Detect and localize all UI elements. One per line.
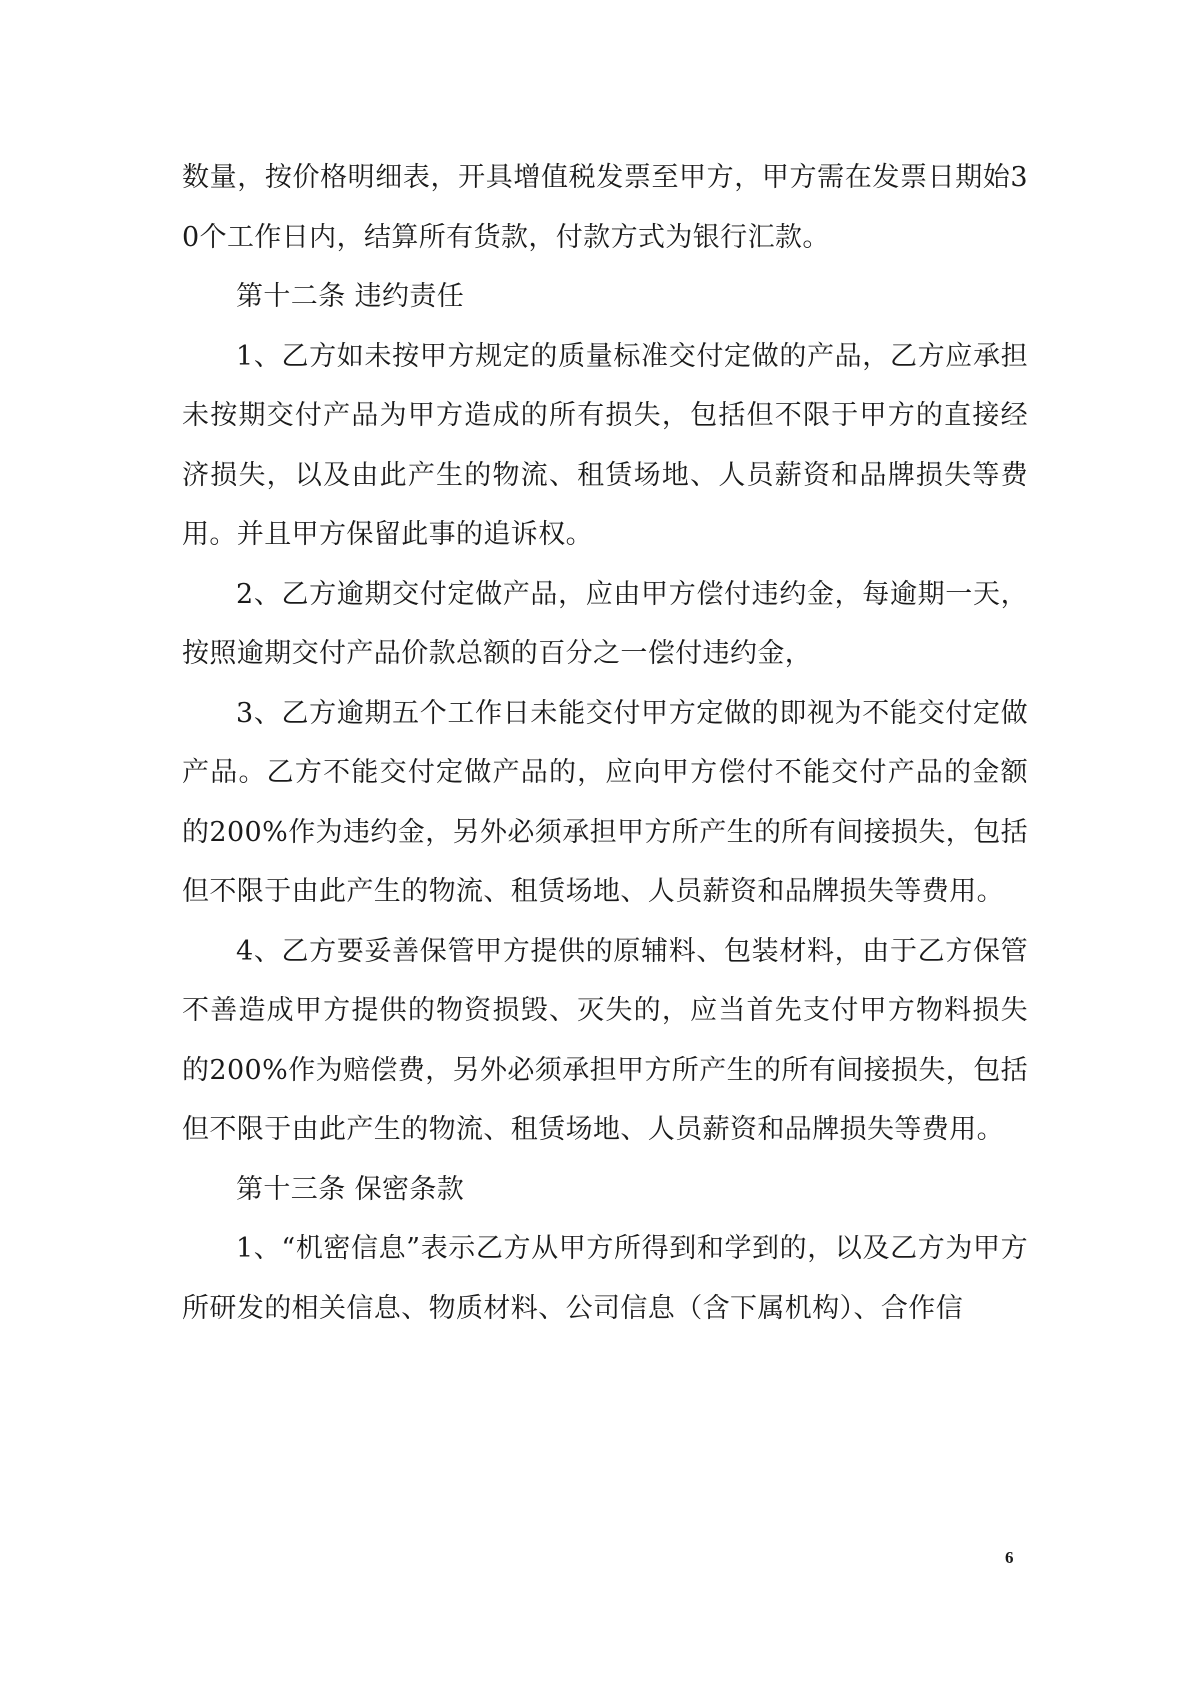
paragraph-confidentiality-clause-1: 1、“机密信息”表示乙方从甲方所得到和学到的，以及乙方为甲方所研发的相关信息、物质材料、公司信息（含下属机构）、合作信: [182, 1233, 1028, 1324]
page-number: 6: [1005, 1548, 1014, 1567]
heading-article-13: 第十三条 保密条款: [236, 1173, 465, 1205]
paragraph-breach-clause-4: 4、乙方要妥善保管甲方提供的原辅料、包装材料，由于乙方保管不善造成甲方提供的物资损毁、灭失的，应当首先支付甲方物料损失的200%作为赔偿费，另外必须承担甲方所产生的所有间接损失，包括但不限于由此产生的物流、租赁场地、人员薪资和品牌损失等费用。: [182, 935, 1028, 1145]
document-body: [182, 148, 1028, 1338]
paragraph-breach-clause-3: 3、乙方逾期五个工作日未能交付甲方定做的即视为不能交付定做产品。乙方不能交付定做产品的，应向甲方偿付不能交付产品的金额的200%作为违约金，另外必须承担甲方所产生的所有间接损失，包括但不限于由此产生的物流、租赁场地、人员薪资和品牌损失等费用。: [182, 697, 1028, 907]
paragraph-payment-terms: 数量，按价格明细表，开具增值税发票至甲方，甲方需在发票日期始30个工作日内，结算所有货款，付款方式为银行汇款。: [182, 162, 1028, 253]
heading-article-12: 第十二条 违约责任: [236, 281, 465, 312]
paragraph-breach-clause-2: 2、乙方逾期交付定做产品，应由甲方偿付违约金，每逾期一天，按照逾期交付产品价款总额的百分之一偿付违约金，: [182, 578, 1028, 669]
paragraph-breach-clause-1: 1、乙方如未按甲方规定的质量标准交付定做的产品，乙方应承担未按期交付产品为甲方造成的所有损失，包括但不限于甲方的直接经济损失，以及由此产生的物流、租赁场地、人员薪资和品牌损失等费用。并且甲方保留此事的追诉权。: [182, 340, 1028, 550]
